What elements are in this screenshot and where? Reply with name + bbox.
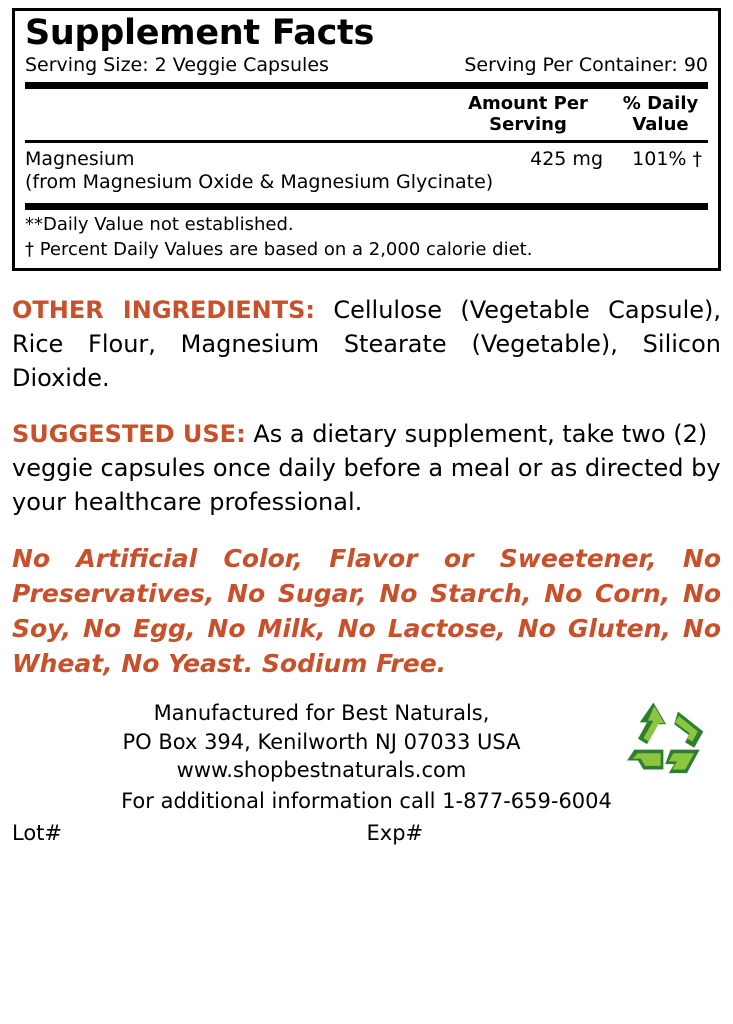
column-headers [25,89,708,140]
footnote-dv-not-established: **Daily Value not established. [25,214,294,236]
other-ingredients-label: OTHER INGREDIENTS: [12,295,315,324]
supplement-facts-panel [12,8,721,271]
serving-size: Serving Size: 2 Veggie Capsules [25,53,329,76]
manufacturer-block [12,699,721,785]
suggested-use-text: As a dietary supplement, take two (2) veggie capsules once daily before a meal or as directed by your healthcare professional. [12,420,721,517]
suggested-use-label: SUGGESTED USE: [12,420,246,449]
website-url[interactable]: www.shopbestnaturals.com [176,758,467,783]
panel-title: Supplement Facts [25,13,374,53]
nutrient-name: Magnesium [25,147,135,170]
recycle-icon [621,697,713,775]
lot-exp-row [12,821,721,845]
nutrient-source-note: (from Magnesium Oxide & Magnesium Glycinate) [25,171,494,194]
column-header-daily-value [613,93,708,136]
manufactured-for: Manufactured for Best Naturals, [153,701,490,726]
footnote-percent-dv: † Percent Daily Values are based on a 2,000 calorie diet. [25,238,533,260]
serving-info-row [25,54,708,80]
servings-per-container: Serving Per Container: 90 [464,53,708,76]
column-header-amount-line1: Amount Per [468,92,588,114]
nutrient-daily-value: 101% † [632,147,702,170]
suggested-use-block [12,417,721,519]
panel-rule-thick-top [25,82,708,89]
manufacturer-address: PO Box 394, Kenilworth NJ 07033 USA [122,729,521,754]
panel-footnotes [25,210,708,262]
expiration-label: Exp# [366,821,424,846]
column-header-dv-line1: % Daily [622,92,699,114]
column-header-dv-line2: Value [632,114,689,136]
lot-number-label: Lot# [12,821,63,846]
nutrient-row [25,143,708,172]
free-from-claims: No Artificial Color, Flavor or Sweetener, No Preservatives, No Sugar, No Starch, No Corn, No Soy, No Egg, No Milk, No Lactose, No Gluten, No Wheat, No Yeast. Sodium Free. [12,544,721,679]
footer [12,699,721,845]
other-ingredients-block [12,293,721,395]
contact-phone-line: For additional information call 1-877-659-6004 [121,788,612,813]
column-header-amount [443,93,613,136]
nutrient-amount: 425 mg [530,147,603,170]
other-ingredients-text: Cellulose (Vegetable Capsule), Rice Flour, Magnesium Stearate (Vegetable), Silicon Dioxide. [12,295,721,392]
column-header-amount-line2: Serving [489,114,567,136]
panel-rule-thick-bottom [25,203,708,210]
